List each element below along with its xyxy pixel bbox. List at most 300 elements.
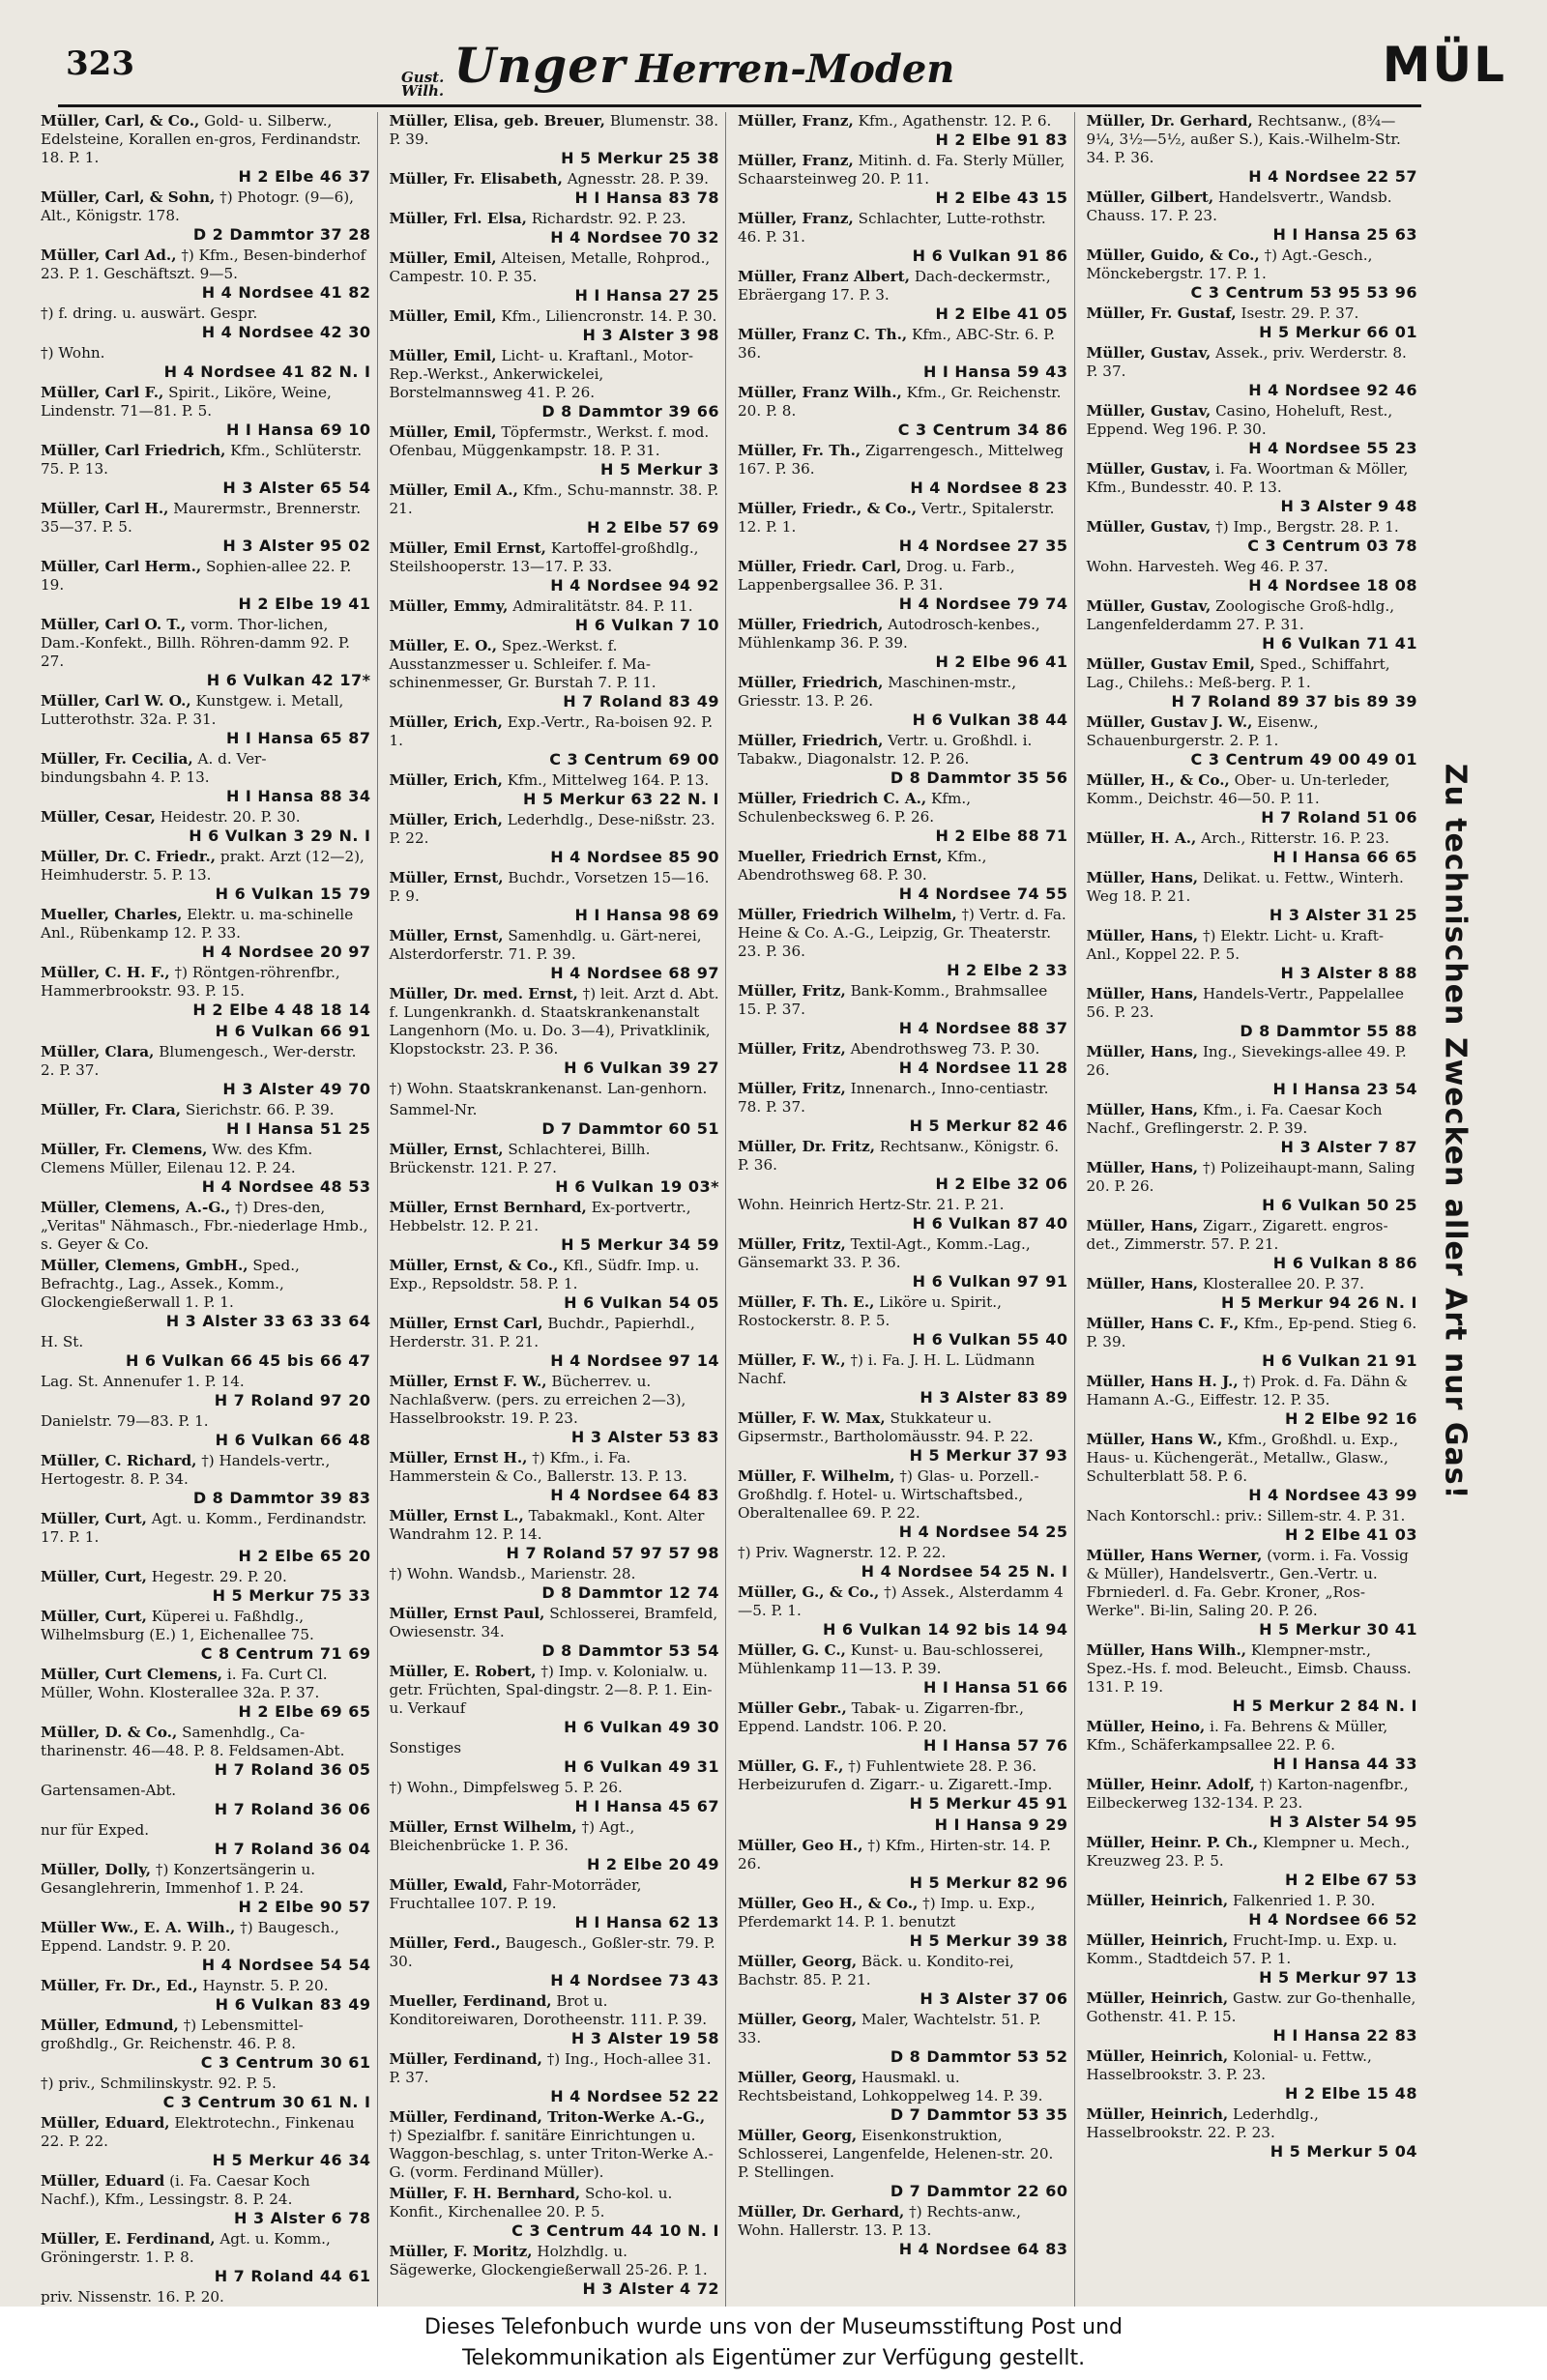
entry-details: †) Wohn. Wandsb., Marienstr. 28. (389, 1565, 636, 1582)
entry-details: †) Elektr. Licht- u. Kraft-Anl., Koppel 22. P. 5. (1086, 927, 1385, 963)
entry-name: Müller, Carl Ad., (41, 247, 177, 264)
entry-phone: H I Hansa 25 63 (1272, 225, 1417, 244)
entry-details: Danielstr. 79—83. P. 1. (41, 1412, 209, 1430)
entry-phone: H I Hansa 59 43 (922, 363, 1068, 381)
listing-entry (41, 112, 371, 186)
listing-entry (390, 869, 720, 924)
entry-name: Müller, Curt Clemens, (41, 1666, 223, 1683)
entry-details: †) Lebensmittel-großhdlg., Gr. Reichenstr. 46. P. 8. (41, 2017, 304, 2052)
listing-entry (1087, 1373, 1418, 1428)
entry-details: Elektrotechn., Finkenau 22. P. 22. (41, 2114, 355, 2150)
entry-phone: H 4 Nordsee 64 83 (898, 2240, 1068, 2258)
entry-name: Müller, Georg, (738, 1953, 858, 1970)
entry-details: Richardstr. 92. P. 23. (531, 210, 686, 227)
entry-name: Müller, Ferdinand, Triton-Werke A.-G., (389, 2108, 706, 2126)
entry-phone: H 5 Merkur 39 38 (909, 1931, 1068, 1950)
entry-details: Tabakmakl., Kont. Alter Wandrahm 12. P. 14. (389, 1507, 705, 1543)
listing-entry (1087, 1431, 1418, 1504)
entry-details: †) Agt., Bleichenbrücke 1. P. 36. (389, 1818, 635, 1854)
entry-name: Müller, Gustav J. W., (1086, 713, 1253, 731)
entry-phone: H I Hansa 83 78 (574, 189, 719, 207)
entry-details: Ex-portvertr., Hebbelstr. 12. P. 21. (389, 1199, 691, 1234)
entry-name: Müller, C. H. F., (41, 964, 170, 981)
entry-details: Kolonial- u. Fettw., Hasselbrookstr. 3. P. 23. (1086, 2047, 1372, 2083)
entry-details: †) Wohn. Staatskrankenanst. Lan-genhorn. (389, 1080, 708, 1097)
listing-entry (390, 1934, 720, 1989)
entry-name: Müller, Ernst, (389, 869, 504, 886)
entry-details: Ww. des Kfm. Clemens Müller, Eilenau 12. P. 24. (41, 1141, 313, 1176)
entry-phone: H 3 Alster 53 83 (570, 1428, 719, 1446)
entry-phone: H 2 Elbe 46 37 (238, 167, 371, 186)
entry-name: Müller, Emil, (389, 307, 497, 325)
entry-details: †) Wohn., Dimpfelsweg 5. P. 26. (389, 1779, 623, 1796)
listing-entry (41, 384, 371, 439)
entry-phone: H I Hansa 22 83 (1272, 2026, 1417, 2045)
listing-entry (738, 1196, 1068, 1233)
entry-phone: H 4 Nordsee 94 92 (550, 576, 719, 595)
listing-entry (41, 1412, 371, 1449)
listing-entry (738, 2203, 1068, 2258)
entry-details: Sierichstr. 66. P. 39. (185, 1101, 335, 1118)
entry-name: Müller, Clemens, A.-G., (41, 1199, 231, 1216)
entry-details: Brot u. Konditoreiwaren, Dorotheenstr. 111. P. 39. (389, 1992, 708, 2028)
listing-entry (1087, 2105, 1418, 2161)
listing-entry (738, 1235, 1068, 1291)
listing-entry (390, 1565, 720, 1602)
listing-entry (738, 500, 1068, 555)
entry-phone: H 2 Elbe 65 20 (238, 1547, 371, 1565)
page-number: 323 (66, 44, 134, 83)
entry-details: †) Dres-den, „Veritas" Nähmasch., Fbr.-niederlage Hmb., s. Geyer & Co. (41, 1199, 368, 1253)
entry-name: Mueller, Friedrich Ernst, (738, 848, 943, 865)
entry-name: Müller, Franz, (738, 152, 854, 169)
entry-name: Müller, Erich, (389, 713, 503, 731)
entry-phone: D 8 Dammtor 39 66 (541, 402, 719, 421)
entry-name: Müller, Franz Albert, (738, 268, 910, 285)
entry-name: Müller, Fr. Elisabeth, (389, 170, 563, 188)
listing-entry (1087, 460, 1418, 515)
entry-name: Müller, Hans, (1086, 1217, 1199, 1234)
entry-details: Mitinh. d. Fa. Sterly Müller, Schaarsteinweg 20. P. 11. (738, 152, 1065, 188)
entry-phone: H 3 Alster 33 63 33 64 (165, 1312, 371, 1330)
entry-name: Müller, Ernst, & Co., (389, 1257, 559, 1274)
listing-entry (390, 2108, 720, 2182)
entry-phone: H 3 Alster 9 48 (1280, 497, 1417, 515)
listing-entry (738, 326, 1068, 381)
entry-details: Rechtsanw., (8¾—9¼, 3½—5½, außer S.), Kais.-Wilhelm-Str. 34. P. 36. (1086, 112, 1401, 166)
entry-name: Müller, Hans Werner, (1086, 1547, 1263, 1564)
entry-name: Müller, Hans, (1086, 1101, 1199, 1118)
entry-details: Rechtsanw., Königstr. 6. P. 36. (738, 1138, 1060, 1174)
entry-phone: H I Hansa 45 67 (574, 1797, 719, 1815)
entry-details: H. St. (41, 1333, 84, 1350)
listing-entry (1087, 1892, 1418, 1929)
listing-entry (390, 1373, 720, 1446)
entry-details: Lag. St. Annenufer 1. P. 14. (41, 1373, 245, 1390)
entry-phone: H 4 Nordsee 73 43 (550, 1971, 719, 1989)
listing-entry (41, 1977, 371, 2014)
entry-details: Agnesstr. 28. P. 39. (567, 170, 710, 188)
entry-details: †) Ing., Hoch-allee 31. P. 37. (389, 2050, 712, 2086)
listing-entry (390, 2243, 720, 2298)
listing-entry (738, 558, 1068, 613)
entry-details: Sammel-Nr. (389, 1101, 478, 1118)
entry-details: prakt. Arzt (12—2), Heimhuderstr. 5. P. 13. (41, 848, 365, 884)
listing-entry (1087, 829, 1418, 866)
entry-name: Müller, Ernst Paul, (389, 1605, 545, 1622)
entry-phone: H I Hansa 62 13 (574, 1913, 719, 1931)
listing-entry (738, 1467, 1068, 1541)
listing-entry (390, 112, 720, 167)
listing-entry (390, 307, 720, 344)
entry-phone: H 2 Elbe 91 83 (935, 131, 1068, 149)
listing-entry (1087, 1718, 1418, 1773)
entry-details: Buchdr., Vorsetzen 15—16. P. 9. (389, 869, 710, 905)
listing-entry (390, 481, 720, 537)
entry-details: Klempner u. Mech., Kreuzweg 23. P. 5. (1086, 1834, 1411, 1870)
entry-name: Müller, Franz, (738, 112, 854, 130)
entry-details: Sophien-allee 22. P. 19. (41, 558, 352, 594)
entry-details: i. Fa. Curt Cl. Müller, Wohn. Klosterallee 32a. P. 37. (41, 1666, 328, 1701)
entry-phone: H 6 Vulkan 8 86 (1272, 1254, 1417, 1272)
listing-entry (1087, 2047, 1418, 2103)
entry-name: Müller, Dr. Gerhard, (1086, 112, 1253, 130)
entry-phone: H 4 Nordsee 70 32 (550, 228, 719, 247)
entry-phone: H 5 Merkur 75 33 (212, 1586, 371, 1605)
listing-entry (738, 1138, 1068, 1193)
entry-details: Blumengesch., Wer-derstr. 2. P. 37. (41, 1043, 357, 1079)
entry-phone: H 2 Elbe 88 71 (935, 827, 1068, 845)
entry-details: Spez.-Werkst. f. Ausstanzmesser u. Schleifer. f. Ma-schinenmesser, Gr. Burstah 7. P. 11. (389, 637, 657, 691)
entry-phone: H 5 Merkur 5 04 (1270, 2142, 1417, 2161)
listing-entry (738, 1757, 1068, 1813)
brand-prefix-line-1: Gust. (401, 69, 445, 86)
listing-entry (41, 1101, 371, 1138)
entry-phone: H 4 Nordsee 43 99 (1248, 1486, 1417, 1504)
entry-details: Maurermstr., Brennerstr. 35—37. P. 5. (41, 500, 362, 536)
listing-entry (41, 247, 371, 302)
listing-entry (41, 1608, 371, 1663)
entry-details: Delikat. u. Fettw., Winterh. Weg 18. P. 21. (1086, 869, 1404, 905)
entry-name: Müller, Franz, (738, 210, 854, 227)
listing-entry (41, 1022, 371, 1040)
listing-entry (738, 2127, 1068, 2200)
entry-name: Müller, Frl. Elsa, (389, 210, 527, 227)
entry-phone: H I Hansa 23 54 (1272, 1080, 1417, 1098)
entry-phone: H I Hansa 98 69 (574, 906, 719, 924)
entry-phone: H 5 Merkur 97 13 (1259, 1968, 1417, 1987)
entry-details: †) Priv. Wagnerstr. 12. P. 22. (738, 1544, 947, 1561)
entry-phone: H 5 Merkur 63 22 N. I (523, 790, 719, 808)
entry-name: Müller, Georg, (738, 2127, 858, 2144)
entry-phone: D 8 Dammtor 35 56 (890, 769, 1068, 787)
footer-line-2: Telekommunikation als Eigentümer zur Verfügung gestellt. (461, 2346, 1086, 2370)
entry-name: Müller, Guido, & Co., (1086, 247, 1260, 264)
listing-entry (1087, 1989, 1418, 2045)
entry-name: Müller, F. Th. E., (738, 1293, 875, 1311)
entry-name: Müller, Curt, (41, 1510, 147, 1527)
entry-name: Müller, Carl W. O., (41, 692, 191, 710)
entry-details: Sped., Befrachtg., Lag., Assek., Komm., Glockengießerwall 1. P. 1. (41, 1257, 300, 1311)
entry-details: i. Fa. Behrens & Müller, Kfm., Schäferkampsallee 22. P. 6. (1086, 1718, 1388, 1754)
entry-name: Müller Ww., E. A. Wilh., (41, 1919, 236, 1936)
entry-name: Müller, Dr. Fritz, (738, 1138, 876, 1155)
entry-details: †) Agt.-Gesch., Mönckebergstr. 17. P. 1. (1086, 247, 1373, 282)
entry-phone: H 5 Merkur 46 34 (212, 2151, 371, 2169)
entry-phone: H 3 Alster 37 06 (919, 1989, 1068, 2008)
entry-name: Müller, Ernst Wilhelm, (389, 1818, 577, 1836)
entry-phone: H 3 Alster 54 95 (1269, 1813, 1417, 1831)
entry-phone: H 6 Vulkan 50 25 (1262, 1196, 1417, 1214)
entry-phone: H 6 Vulkan 38 44 (912, 711, 1068, 729)
entry-phone: H 5 Merkur 2 84 N. I (1232, 1697, 1417, 1715)
listing-entry (1087, 1101, 1418, 1156)
listing-entry (390, 637, 720, 711)
listing-entry (41, 1821, 371, 1858)
entry-phone: C 3 Centrum 34 86 (897, 421, 1068, 439)
entry-details: Vertr., Spitalerstr. 12. P. 1. (738, 500, 1055, 536)
entry-name: Müller, Fritz, (738, 1235, 846, 1253)
entry-phone: H 4 Nordsee 79 74 (898, 595, 1068, 613)
entry-phone: C 3 Centrum 69 00 (549, 750, 719, 769)
entry-phone: H 6 Vulkan 39 27 (564, 1059, 719, 1077)
entry-name: Müller, Emil, (389, 423, 497, 441)
entry-name: Müller, Carl, & Sohn, (41, 189, 216, 206)
entry-name: Müller, Friedr., & Co., (738, 500, 918, 517)
entry-details: Kfm., Schulenbecksweg 6. P. 26. (738, 790, 972, 826)
entry-name: Müller, Ernst H., (389, 1449, 528, 1466)
entry-phone: H 7 Roland 44 61 (214, 2267, 371, 2285)
listing-entry (738, 2069, 1068, 2124)
listing-entry (738, 1815, 1068, 1834)
entry-phone: H 3 Alster 65 54 (222, 479, 371, 497)
entry-phone: D 7 Dammtor 22 60 (890, 2182, 1068, 2200)
entry-phone: H 2 Elbe 96 41 (935, 653, 1068, 671)
entry-name: Müller, Gustav, (1086, 344, 1211, 362)
entry-details: Agt. u. Komm., Ferdinandstr. 17. P. 1. (41, 1510, 367, 1546)
entry-name: Müller, Hans, (1086, 869, 1199, 886)
listing-entry (1087, 1834, 1418, 1889)
entry-name: Müller, Hans, (1086, 1275, 1199, 1292)
entry-details: Dach-deckermstr., Ebräergang 17. P. 3. (738, 268, 1051, 304)
listing-entry (41, 1043, 371, 1098)
entry-phone: H 3 Alster 31 25 (1269, 906, 1417, 924)
entry-phone: H 4 Nordsee 27 35 (898, 537, 1068, 555)
entry-name: Müller, Gustav, (1086, 597, 1211, 615)
listing-entry (738, 982, 1068, 1037)
entry-phone: H 6 Vulkan 91 86 (912, 247, 1068, 265)
entry-phone: H 2 Elbe 90 57 (238, 1898, 371, 1916)
entry-details: Zigarrengesch., Mittelweg 167. P. 36. (738, 442, 1064, 478)
entry-name: Müller, Dolly, (41, 1861, 152, 1878)
listing-entry (41, 692, 371, 747)
listing-entry (1087, 1641, 1418, 1715)
entry-name: Müller, Heino, (1086, 1718, 1206, 1735)
entry-phone: H 5 Merkur 66 01 (1259, 323, 1417, 341)
entry-name: Müller, Ernst F. W., (389, 1373, 547, 1390)
entry-phone: H 3 Alster 6 78 (234, 2209, 371, 2227)
entry-details: Exp.-Vertr., Ra-boisen 92. P. 1. (389, 713, 714, 749)
entry-details: Scho-kol. u. Konfit., Kirchenallee 20. P. 5. (389, 2185, 673, 2220)
listing-entry (1087, 985, 1418, 1040)
entry-name: Müller, Carl F., (41, 384, 164, 401)
listing-entry (390, 1080, 720, 1098)
entry-details: †) priv., Schmilinskystr. 92. P. 5. (41, 2075, 277, 2092)
entry-details: (i. Fa. Caesar Koch Nachf.), Kfm., Lessingstr. 8. P. 24. (41, 2172, 310, 2208)
listing-entry (1087, 1776, 1418, 1831)
listing-entry (738, 1040, 1068, 1077)
listing-column (390, 112, 727, 2328)
entry-phone: H 4 Nordsee 97 14 (550, 1351, 719, 1370)
entry-name: Müller, Heinrich, (1086, 1989, 1229, 2007)
listing-entry (1087, 1275, 1418, 1312)
entry-name: Müller, Ernst L., (389, 1507, 524, 1524)
entry-phone: H 4 Nordsee 55 23 (1248, 439, 1417, 457)
entry-details: Gartensamen-Abt. (41, 1782, 177, 1799)
entry-details: Wohn. Harvesteh. Weg 46. P. 37. (1086, 558, 1328, 575)
entry-details: †) Imp. u. Exp., Pferdemarkt 14. P. 1. benutzt (738, 1895, 1036, 1930)
entry-phone: H I Hansa 88 34 (225, 787, 371, 805)
entry-phone: H 2 Elbe 19 41 (238, 595, 371, 613)
entry-phone: H 3 Alster 4 72 (582, 2279, 719, 2298)
listing-entry (41, 616, 371, 689)
entry-details: Ing., Sievekings-allee 49. P. 26. (1086, 1043, 1407, 1079)
entry-details: Töpfermstr., Werkst. f. mod. Ofenbau, Müggenkampstr. 18. P. 31. (389, 423, 710, 459)
listing-entry (390, 1876, 720, 1931)
entry-phone: H 4 Nordsee 18 08 (1248, 576, 1417, 595)
entry-phone: H 3 Alster 95 02 (222, 537, 371, 555)
entry-details: Assek., priv. Werderstr. 8. P. 37. (1086, 344, 1407, 380)
listing-entry (738, 732, 1068, 787)
listing-entry (41, 1257, 371, 1330)
listing-entry (41, 1333, 371, 1370)
listing-entry (738, 906, 1068, 979)
entry-phone: H 3 Alster 19 58 (570, 2029, 719, 2047)
entry-phone: H 4 Nordsee 88 37 (898, 1019, 1068, 1037)
listing-entry (390, 210, 720, 247)
entry-details: †) Imp. v. Kolonialw. u. getr. Früchten, Spal-dingstr. 2—8. P. 1. Ein- u. Verkauf (389, 1663, 713, 1717)
listing-entry (41, 558, 371, 613)
entry-name: Müller, Edmund, (41, 2017, 179, 2034)
entry-phone: H 7 Roland 89 37 bis 89 39 (1171, 692, 1417, 711)
entry-name: Müller, Ernst Bernhard, (389, 1199, 587, 1216)
entry-details: Schlachter, Lutte-rothstr. 46. P. 31. (738, 210, 1046, 246)
entry-name: Müller, Gustav Emil, (1086, 655, 1256, 673)
listing-entry (41, 1919, 371, 1974)
listing-entry (390, 423, 720, 479)
entry-name: Müller, G., & Co., (738, 1583, 880, 1601)
entry-details: Handels-Vertr., Pappelallee 56. P. 23. (1086, 985, 1405, 1021)
listing-entry (1087, 344, 1418, 399)
listing-entry (738, 848, 1068, 903)
entry-details: †) Photogr. (9—6), Alt., Königstr. 178. (41, 189, 355, 224)
entry-name: Müller, Gustav, (1086, 460, 1211, 478)
entry-phone: H 6 Vulkan 66 48 (215, 1431, 371, 1449)
entry-phone: H 6 Vulkan 7 10 (574, 616, 719, 634)
side-advertisement-text: Zu technischen Zwecken aller Art nur Gas! (1438, 763, 1473, 1499)
entry-phone: H 6 Vulkan 15 79 (215, 885, 371, 903)
entry-phone: H I Hansa 57 76 (922, 1736, 1068, 1755)
entry-name: Müller, Friedrich, (738, 616, 884, 633)
entry-details: †) Wohn. (41, 344, 105, 362)
entry-details: nur für Exped. (41, 1821, 150, 1839)
entry-name: Müller, G. C., (738, 1641, 846, 1659)
listing-entry (390, 811, 720, 866)
listing-entry (390, 170, 720, 207)
entry-details: Samenhdlg., Ca-tharinenstr. 46—48. P. 8. Feldsamen-Abt. (41, 1724, 345, 1759)
entry-name: Müller, Heinrich, (1086, 1931, 1229, 1949)
entry-details: Kfm., Abendrothsweg 68. P. 30. (738, 848, 987, 884)
entry-details: †) Baugesch., Eppend. Landstr. 9. P. 20. (41, 1919, 339, 1955)
listing-entry (41, 442, 371, 497)
entry-name: Müller, Eduard (41, 2172, 165, 2190)
entry-phone: C 3 Centrum 03 78 (1247, 537, 1417, 555)
entry-name: Müller, F. H. Bernhard, (389, 2185, 581, 2202)
entry-details: Kfm., Großhdl. u. Exp., Haus- u. Küchengerät., Metallw., Glasw., Schulterblatt 58. P. 6. (1086, 1431, 1399, 1485)
entry-details: Casino, Hoheluft, Rest., Eppend. Weg 196. P. 30. (1086, 402, 1393, 438)
entry-details: Spirit., Liköre, Weine, Lindenstr. 71—81. P. 5. (41, 384, 332, 420)
entry-phone: H 5 Merkur 45 91 (909, 1794, 1068, 1813)
entry-phone: H 6 Vulkan 21 91 (1262, 1351, 1417, 1370)
advertisement-header (401, 37, 954, 98)
entry-details: Lederhdlg., Hasselbrookstr. 22. P. 23. (1086, 2105, 1319, 2141)
listing-entry (390, 1101, 720, 1138)
entry-phone: H 2 Elbe 92 16 (1284, 1409, 1417, 1428)
entry-details: Gastw. zur Go-thenhalle, Gothenstr. 41. P. 15. (1086, 1989, 1416, 2025)
listing-entry (41, 750, 371, 805)
listing-entry (738, 616, 1068, 671)
entry-details: Handelsvertr., Wandsb. Chauss. 17. P. 23. (1086, 189, 1392, 224)
entry-details: Kfm., Mittelweg 164. P. 13. (507, 771, 710, 789)
listing-entry (1087, 1043, 1418, 1098)
entry-details: †) Konzertsängerin u. Gesanglehrerin, Immenhof 1. P. 24. (41, 1861, 316, 1897)
listing-entry (41, 1861, 371, 1916)
listing-entry (1087, 655, 1418, 711)
entry-phone: D 8 Dammtor 53 54 (541, 1641, 719, 1660)
entry-name: Müller, Gustav, (1086, 518, 1211, 536)
entry-details: Kfm., Liliencronstr. 14. P. 30. (501, 307, 717, 325)
entry-name: Müller, G. F., (738, 1757, 844, 1775)
entry-details: Eisenw., Schauenburgerstr. 2. P. 1. (1086, 713, 1319, 749)
brand-tagline: Herren-Moden (635, 46, 955, 92)
entry-name: Müller, F. W. Max, (738, 1409, 886, 1427)
entry-name: Mueller, Charles, (41, 906, 183, 923)
entry-phone: H 6 Vulkan 49 30 (564, 1718, 719, 1736)
entry-name: Müller, Hans, (1086, 1159, 1199, 1176)
entry-details: Haynstr. 5. P. 20. (202, 1977, 329, 1994)
entry-name: Müller, Dr. Gerhard, (738, 2203, 905, 2220)
entry-name: Müller, Heinr. Adolf, (1086, 1776, 1255, 1793)
listing-entry (390, 1992, 720, 2047)
listing-entry (1087, 1315, 1418, 1370)
entry-name: Müller, E. O., (389, 637, 498, 654)
entry-phone: D 8 Dammtor 55 88 (1240, 1022, 1417, 1040)
entry-name: Müller, Georg, (738, 2011, 858, 2028)
listing-entry (41, 189, 371, 244)
listing-entry (738, 1895, 1068, 1950)
entry-details: Bücherrev. u. Nachlaßverw. (pers. zu erreichen 2—3), Hasselbrookstr. 19. P. 23. (389, 1373, 686, 1427)
listing-entry (738, 1837, 1068, 1892)
entry-details: Heidestr. 20. P. 30. (160, 808, 301, 826)
entry-details: Textil-Agt., Komm.-Lag., Gänsemarkt 33. P. 36. (738, 1235, 1031, 1271)
listing-entry (41, 1373, 371, 1409)
entry-name: Müller, Clara, (41, 1043, 155, 1060)
entry-details: Licht- u. Kraftanl., Motor-Rep.-Werkst., Ankerwickelei, Borstelmannsweg 41. P. 26. (389, 347, 693, 401)
entry-phone: H 7 Roland 97 20 (214, 1391, 371, 1409)
entry-name: Müller, Eduard, (41, 2114, 170, 2132)
entry-name: Müller, Friedrich C. A., (738, 790, 927, 807)
entry-details: †) Polizeihaupt-mann, Saling 20. P. 26. (1086, 1159, 1416, 1195)
